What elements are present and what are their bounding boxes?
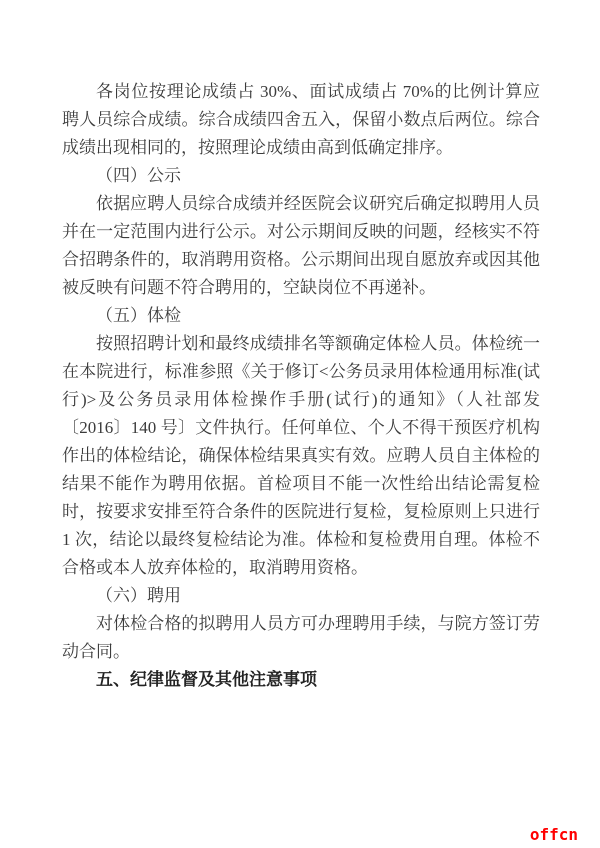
heading-discipline-supervision: 五、纪律监督及其他注意事项	[96, 670, 317, 689]
paragraph-pinyong: 对体检合格的拟聘用人员方可办理聘用手续，与院方签订劳动合同。	[62, 614, 540, 661]
subheading-gongshi: （四）公示	[96, 166, 181, 185]
paragraph-gongshi: 依据应聘人员综合成绩并经医院会议研究后确定拟聘用人员并在一定范围内进行公示。对公示期间反映的问题，经核实不符合招聘条件的，取消聘用资格。公示期间出现自愿放弃或因其他被反映有问题不符合聘用的，空缺岗位不再递补。	[62, 194, 540, 297]
document-body	[62, 78, 540, 694]
paragraph-score-calculation: 各岗位按理论成绩占 30%、面试成绩占 70%的比例计算应聘人员综合成绩。综合成绩四舍五入，保留小数点后两位。综合成绩出现相同的，按照理论成绩由高到低确定排序。	[62, 82, 540, 157]
paragraph-tijian: 按照招聘计划和最终成绩排名等额确定体检人员。体检统一在本院进行，标准参照《关于修订<公务员录用体检通用标准(试行)>及公务员录用体检操作手册(试行)的通知》（人社部发〔2016〕140 号〕文件执行。任何单位、个人不得干预医疗机构作出的体检结论，确保体检结果真实有效。应聘人员自主体检的结果不能作为聘用依据。首检项目不能一次性给出结论需复检时，按要求安排至符合条件的医院进行复检，复检原则上只进行 1 次，结论以最终复检结论为准。体检和复检费用自理。体检不合格或本人放弃体检的，取消聘用资格。	[62, 334, 540, 577]
subheading-tijian: （五）体检	[96, 306, 181, 325]
offcn-watermark-logo: offcn	[529, 825, 578, 844]
subheading-pinyong: （六）聘用	[96, 586, 181, 605]
